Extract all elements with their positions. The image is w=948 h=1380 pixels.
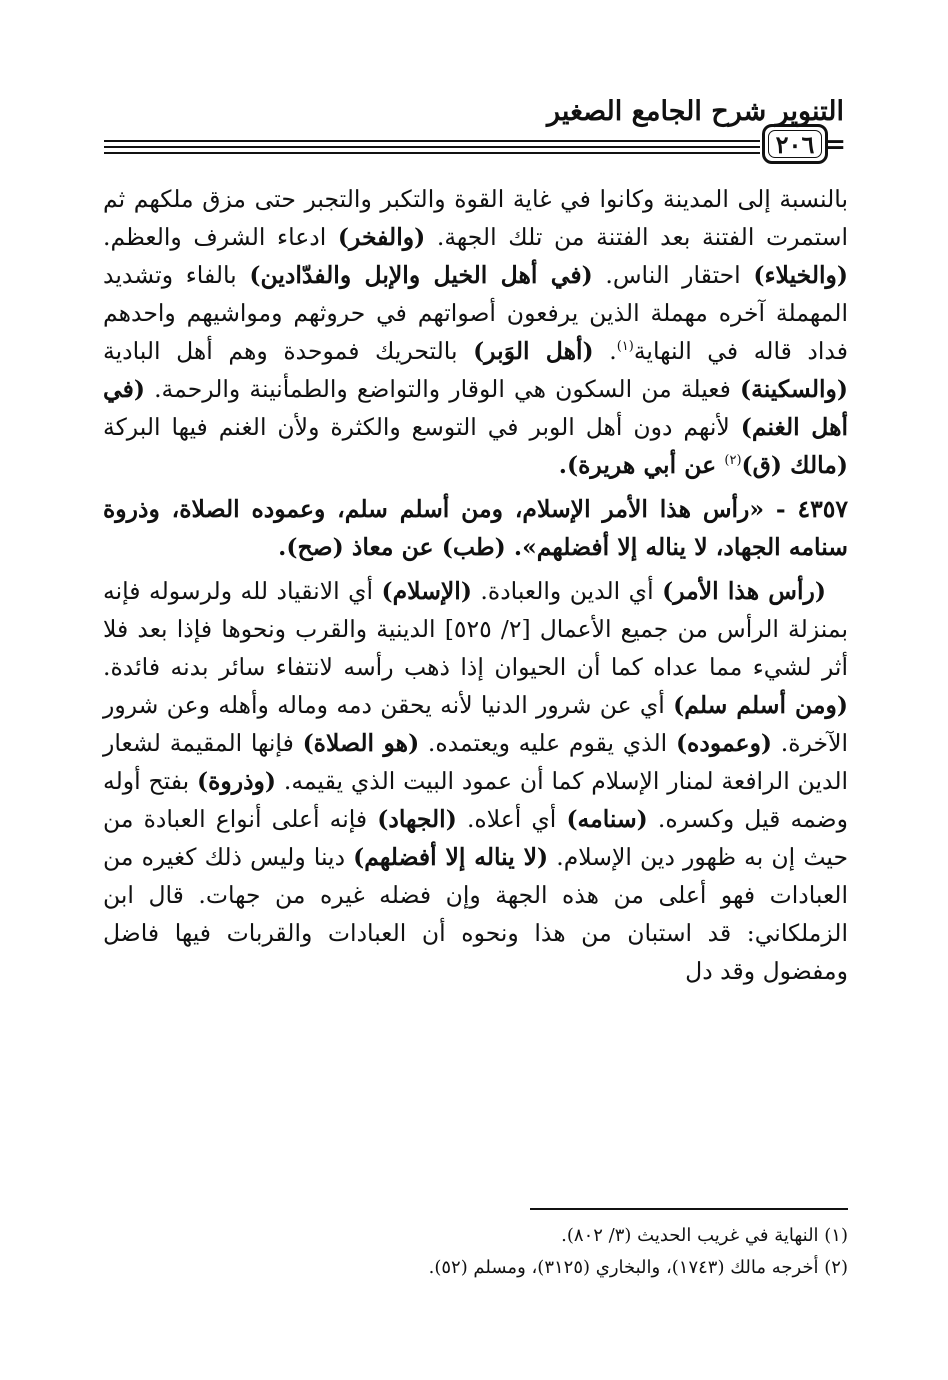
footnotes — [103, 1220, 848, 1284]
text-run: فإنها المقيمة لشعار الدين الرافعة لمنار الإسلام كما أن عمود البيت الذي يقيمه. — [103, 729, 849, 795]
page-number-frame — [762, 124, 828, 164]
text-run: فعيلة من السكون هي الوقار والتواضع والطمأنينة والرحمة. — [144, 375, 740, 403]
bold-term: (في أهل الخيل والإبل والفدّادين) — [249, 261, 593, 289]
bold-term: (الجهاد) — [377, 805, 457, 833]
bold-term: (رأس هذا الأمر) — [662, 577, 826, 605]
bold-term: (والخيلاء) — [753, 261, 848, 289]
commentary-paragraph — [103, 572, 848, 990]
header-rule — [104, 152, 760, 154]
text-run: أي الدين والعبادة. — [471, 577, 663, 605]
text-run: . — [593, 337, 617, 365]
header-rule — [104, 146, 760, 148]
bold-term: (ومن أسلم سلم) — [673, 691, 848, 719]
footnote-2: (٢) أخرجه مالك (١٧٤٣)، والبخاري (٣١٢٥)، ومسلم (٥٢). — [428, 1257, 848, 1278]
text-run: الذي يقوم عليه ويعتمده. — [419, 729, 676, 757]
footnote-ref[interactable]: (١) — [616, 339, 634, 355]
text-run: بالنسبة إلى المدينة وكانوا في غاية القوة والتكبر والتجبر حتى مزق ملكهم ثم استمرت الفتنة بعد الفتنة من تلك الجهة. — [103, 185, 848, 251]
footnote-ref[interactable]: (٢) — [724, 453, 742, 469]
bold-term: (وذروة) — [196, 767, 277, 795]
bold-term: (أهل الوَبر) — [473, 337, 594, 365]
text-run: بالفاء وتشديد المهملة آخره مهملة الذين يرفعون أصواتهم في حروثهم ومواشيهم واحدهم فداد قاله في النهاية — [103, 261, 848, 365]
bold-term: (وعموده) — [675, 729, 773, 757]
bold-term: (لا يناله إلا أفضلهم) — [353, 843, 549, 871]
text-run: أي أعلاه. — [456, 805, 567, 833]
running-title: التنوير شرح الجامع الصغير — [547, 96, 844, 127]
page-number: ٢٠٦ — [775, 129, 815, 159]
bold-term: (والفخر) — [337, 223, 426, 251]
bold-term: (والسكينة) — [740, 375, 848, 403]
header-rule — [104, 140, 760, 142]
header-end-mark: = — [824, 130, 846, 160]
paragraph-1 — [103, 180, 848, 484]
body-text — [103, 180, 848, 990]
bold-term: (الإسلام) — [381, 577, 472, 605]
text-run: فإنه أعلى أنواع العبادة من حيث إن به ظهور دين الإسلام. — [103, 805, 849, 871]
text-run: بالتحريك فموحدة وهم أهل البادية — [103, 337, 474, 365]
footnote-separator — [530, 1208, 848, 1210]
bold-term: عن أبي هريرة). — [558, 451, 725, 479]
bold-term: (سنامه) — [566, 805, 648, 833]
bold-term: (هو الصلاة) — [302, 729, 420, 757]
hadith-entry — [103, 490, 848, 566]
text-run: ادعاء الشرف والعظم. — [103, 223, 338, 251]
hadith-text: - «رأس هذا الأمر الإسلام، ومن أسلم سلم، وعموده الصلاة، وذروة سنامه الجهاد، لا يناله إلا أفضلهم». (طب) عن معاذ (صح). — [103, 495, 848, 561]
text-run: أي عن شرور الدنيا لأنه يحقن دمه وماله وأهله وعن شرور الآخرة. — [103, 691, 849, 757]
bold-term: (في أهل الغنم) — [103, 375, 849, 441]
text-run: دينا وليس ذلك كغيره من العبادات فهو أعلى من هذه الجهة وإن فضله غيره من جهات. قال ابن الزملكاني: قد استبان من هذا ونحوه أن العبادات والقربات فيها فاضل ومفضول وقد دل — [103, 843, 848, 985]
bold-term: (مالك (ق) — [741, 451, 848, 479]
text-run: احتقار الناس. — [592, 261, 754, 289]
text-run: لأنهم دون أهل الوبر في التوسع والكثرة ولأن الغنم فيها البركة — [103, 413, 741, 441]
text-run: أي الانقياد لله ولرسوله فإنه بمنزلة الرأس من جميع الأعمال [٢/ ٥٢٥] الدينية والقرب ونحوها فإذا بعد فلا أثر لشيء مما عداه كما أن الحيوان إذا ذهب رأسه لانتفاء سائر بدنه فائدة. — [103, 577, 848, 681]
hadith-number: ٤٣٥٧ — [797, 495, 848, 523]
footnote-1: (١) النهاية في غريب الحديث (٣/ ٨٠٢). — [561, 1225, 848, 1246]
text-run: بفتح أوله وضمه قيل وكسره. — [103, 767, 848, 833]
